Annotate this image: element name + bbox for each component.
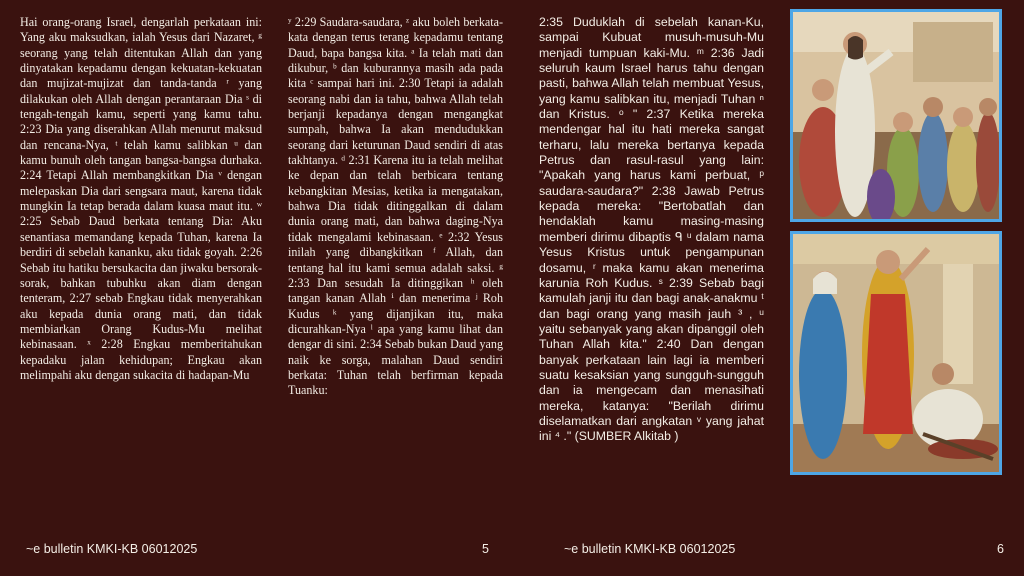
footer-bulletin-right: ~e bulletin KMKI-KB 06012025 xyxy=(564,542,736,556)
acts-2-35-40-text: 2:35 Duduklah di sebelah kanan-Ku, sampai Kubuat musuh-musuh-Mu menjadi tumpuan kaki-Mu. ᵐ 2:36 Jadi seluruh kaum Israel harus tahu dengan pasti, bahwa Allah telah membuat Yesus, yang kamu salibkan itu, menjadi Tuhan ⁿ dan Kristus. ᵒ " 2:37 Ketika mereka mendengar hal itu hati mereka sangat terharu, lalu mereka bertanya kepada Petrus dan rasul-rasul yang lain: "Apakah yang harus kami perbuat, ᵖ saudara-saudara?" 2:38 Jawab Petrus kepada mereka: "Bertobatlah dan hendaklah kamu masing-masing memberi dirimu dibaptis ᑫ ᵘ dalam nama Yesus Kristus untuk pengampunan dosamu, ʳ maka kamu akan menerima karunia Roh Kudus. ˢ 2:39 Sebab bagi kamulah janji itu dan bagi anak-anakmu ᵗ dan bagi orang yang masih jauh ³ , ᵘ yaitu sebanyak yang akan dipanggil oleh Tuhan Allah kita." 2:40 Dan dengan banyak perkataan lain lagi ia memberi suatu kesaksian yang sungguh-sungguh dan ia mengecam dan menasihati mereka, katanya: "Berilah dirimu diselamatkan dari angkatan ᵛ yang jahat ini ⁴ ." (SUMBER Alkitab ) xyxy=(539,15,764,444)
scripture-column-2 xyxy=(288,15,503,399)
peter-healing-lame-man-illustration xyxy=(790,231,1002,475)
page-number-left: 5 xyxy=(482,542,489,556)
page-number-right: 6 xyxy=(997,542,1004,556)
footer-bulletin-left: ~e bulletin KMKI-KB 06012025 xyxy=(26,542,198,556)
acts-2-22-28-text: Hai orang-orang Israel, dengarlah perkataan ini: Yang aku maksudkan, ialah Yesus dari Nazaret, ᵍ seorang yang telah ditentukan Allah dan yang dinyatakan kepadamu dengan kekuatan-kekuatan dan mujizat-mujizat dan tanda-tanda ʳ yang dilakukan oleh Allah dengan perantaraan Dia ˢ di tengah-tengah kamu, seperti yang kamu tahu. 2:23 Dia yang diserahkan Allah menurut maksud dan rencana-Nya, ᵗ telah kamu salibkan ᵘ dan kamu bunuh oleh tangan bangsa-bangsa durhaka. 2:24 Tetapi Allah membangkitkan Dia ᵛ dengan melepaskan Dia dari sengsara maut, karena tidak mungkin Ia tetap berada dalam kuasa maut itu. ʷ 2:25 Sebab Daud berkata tentang Dia: Aku senantiasa memandang kepada Tuhan, karena Ia berdiri di sebelah kananku, aku tidak goyah. 2:26 Sebab itu hatiku bersukacita dan jiwaku bersorak-sorak, bahkan tubuhku akan diam dengan tenteram, 2:27 sebab Engkau tidak menyerahkan aku kepada dunia orang mati, dan tidak membiarkan Orang Kudus-Mu melihat kebinasaan. ˣ 2:28 Engkau memberitahukan kepadaku jalan kehidupan; Engkau akan melimpahi aku dengan sukacita di hadapan-Mu xyxy=(20,15,262,382)
peter-preaching-illustration xyxy=(790,9,1002,222)
acts-2-29-34-text: ʸ 2:29 Saudara-saudara, ᶻ aku boleh berkata-kata dengan terus terang kepadamu tentang Daud, bapa bangsa kita. ᵃ Ia telah mati dan dikubur, ᵇ dan kuburannya masih ada pada kita ᶜ sampai hari ini. 2:30 Tetapi ia adalah seorang nabi dan ia tahu, bahwa Allah telah berjanji kepadanya dengan mengangkat sumpah, bahwa Ia akan mendudukkan seorang dari keturunan Daud sendiri di atas takhtanya. ᵈ 2:31 Karena itu ia telah melihat ke depan dan telah berbicara tentang kebangkitan Mesias, ketika ia mengatakan, bahwa Dia tidak ditinggalkan di dalam dunia orang mati, dan bahwa daging-Nya tidak mengalami kebinasaan. ᵉ 2:32 Yesus inilah yang dibangkitkan ᶠ Allah, dan tentang hal itu kami semua adalah saksi. ᵍ 2:33 Dan sesudah Ia ditinggikan ʰ oleh tangan kanan Allah ⁱ dan menerima ʲ Roh Kudus ᵏ yang dijanjikan itu, maka dicurahkan-Nya ˡ apa yang kamu lihat dan dengar di sini. 2:34 Sebab bukan Daud yang naik ke sorga, malahan Daud sendiri berkata: Tuhan telah berfirman kepada Tuanku: xyxy=(288,15,503,398)
scripture-column-3 xyxy=(539,15,764,445)
scripture-column-1 xyxy=(20,15,262,383)
